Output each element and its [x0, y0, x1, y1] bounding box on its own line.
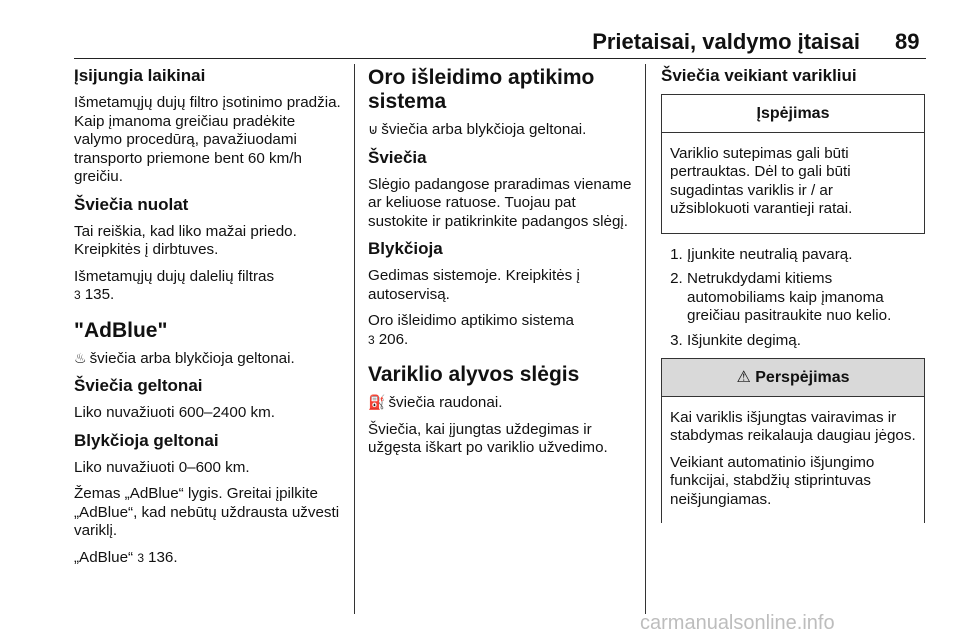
- icon-text: šviečia raudonai.: [388, 394, 503, 411]
- section-heading: Blykčioja geltonai: [74, 430, 219, 450]
- steps-list: [661, 246, 925, 351]
- paragraph: [74, 549, 342, 568]
- section-heading-large: Variklio alyvos slėgis: [368, 363, 580, 386]
- warning-box: [661, 94, 925, 234]
- paragraph: Tai reiškia, kad liko mažai priedo. Kreipkitės į dirbtuves.: [74, 222, 297, 258]
- paragraph: Išmetamųjų dujų filtro įsotinimo pradžia. Kaip įmanoma greičiau pradėkite valymo procedūrą, pavažiuodami transporto priemone bent 60 km/h greičiu.: [74, 94, 341, 185]
- adblue-icon: ♨: [74, 349, 87, 366]
- paragraph: [368, 312, 634, 349]
- paragraph: [368, 120, 634, 140]
- section-heading: Šviečia: [368, 147, 427, 167]
- column-divider-2: [645, 64, 646, 614]
- list-item: 1. Įjunkite neutralią pavarą.: [687, 246, 925, 265]
- header-rule: [74, 58, 926, 59]
- ref-arrow-icon: 3: [137, 550, 145, 565]
- list-item: 3. Išjunkite degimą.: [687, 332, 925, 351]
- section-heading: Įsijungia laikinai: [74, 66, 206, 85]
- column-divider-1: [354, 64, 355, 614]
- oil-can-icon: ⛽: [368, 394, 386, 410]
- ref-arrow-icon: 3: [368, 332, 375, 347]
- section-heading: Šviečia geltonai: [74, 376, 203, 395]
- paragraph: Gedimas sistemoje. Kreipkitės į autoservisą.: [368, 267, 580, 303]
- icon-text: šviečia arba blykčioja geltonai.: [89, 349, 295, 367]
- danger-title: Perspėjimas: [755, 369, 850, 386]
- warning-title: Įspėjimas: [662, 95, 924, 133]
- danger-body: [662, 397, 924, 524]
- paragraph: [368, 393, 634, 413]
- icon-text: šviečia arba blykčioja geltonai.: [381, 121, 587, 138]
- column-3: [661, 62, 925, 523]
- list-item: 2. Netrukdydami kitiems automobiliams kaip įmanoma greičiau pasitraukite nuo kelio.: [687, 270, 925, 326]
- page-ref: 206.: [378, 330, 409, 348]
- column-1: [74, 62, 342, 575]
- section-heading: Blykčioja: [368, 239, 443, 258]
- ref-label: Išmetamųjų dujų dalelių filtras: [74, 267, 275, 285]
- header-title: Prietaisai, valdymo įtaisai: [592, 29, 860, 54]
- column-2: [368, 62, 634, 466]
- paragraph: Slėgio padangose praradimas viename ar keliuose ratuose. Tuojau pat sustokite ir patikrinkite padangos slėgį.: [368, 175, 632, 230]
- page-ref: 136.: [148, 548, 178, 566]
- paragraph: Šviečia, kai įjungtas uždegimas ir užgęsta iškart po variklio užvedimo.: [368, 420, 608, 456]
- page-ref: 135.: [84, 286, 115, 303]
- warning-text: Variklio sutepimas gali būti pertrauktas. Dėl to gali būti sugadintas variklis ir / ar užsiblokuoti varantieji ratai.: [670, 144, 853, 217]
- section-heading: Šviečia nuolat: [74, 194, 189, 214]
- section-heading: Šviečia veikiant varikliui: [661, 66, 857, 85]
- section-heading-large: Oro išleidimo aptikimo sistema: [368, 66, 595, 113]
- section-heading-large: "AdBlue": [74, 318, 168, 342]
- paragraph: Žemas „AdBlue“ lygis. Greitai įpilkite „AdBlue“, kad nebūtų uždrausta užvesti variklį.: [74, 485, 340, 539]
- danger-box: [661, 358, 925, 523]
- ref-arrow-icon: 3: [74, 288, 81, 302]
- paragraph: [74, 349, 342, 369]
- paragraph: Liko nuvažiuoti 600–2400 km.: [74, 404, 275, 421]
- paragraph: Liko nuvažiuoti 0–600 km.: [74, 458, 250, 476]
- watermark: carmanualsonline.info: [640, 612, 835, 634]
- ref-label: Oro išleidimo aptikimo sistema: [368, 312, 574, 329]
- warning-body: [662, 133, 924, 233]
- warning-triangle-icon: ⚠: [736, 369, 751, 386]
- page-number: 89: [895, 29, 920, 54]
- danger-text: Kai variklis išjungtas vairavimas ir stabdymas reikalauja daugiau jėgos.: [670, 408, 916, 444]
- tire-pressure-icon: ⊍: [368, 121, 379, 137]
- paragraph: [74, 268, 342, 305]
- ref-label: „AdBlue“: [74, 548, 134, 566]
- page-header: [0, 0, 960, 58]
- danger-text: Veikiant automatinio išjungimo funkcijai, stabdžių stiprintuvas neišjungiamas.: [670, 453, 875, 508]
- danger-header: [662, 359, 924, 397]
